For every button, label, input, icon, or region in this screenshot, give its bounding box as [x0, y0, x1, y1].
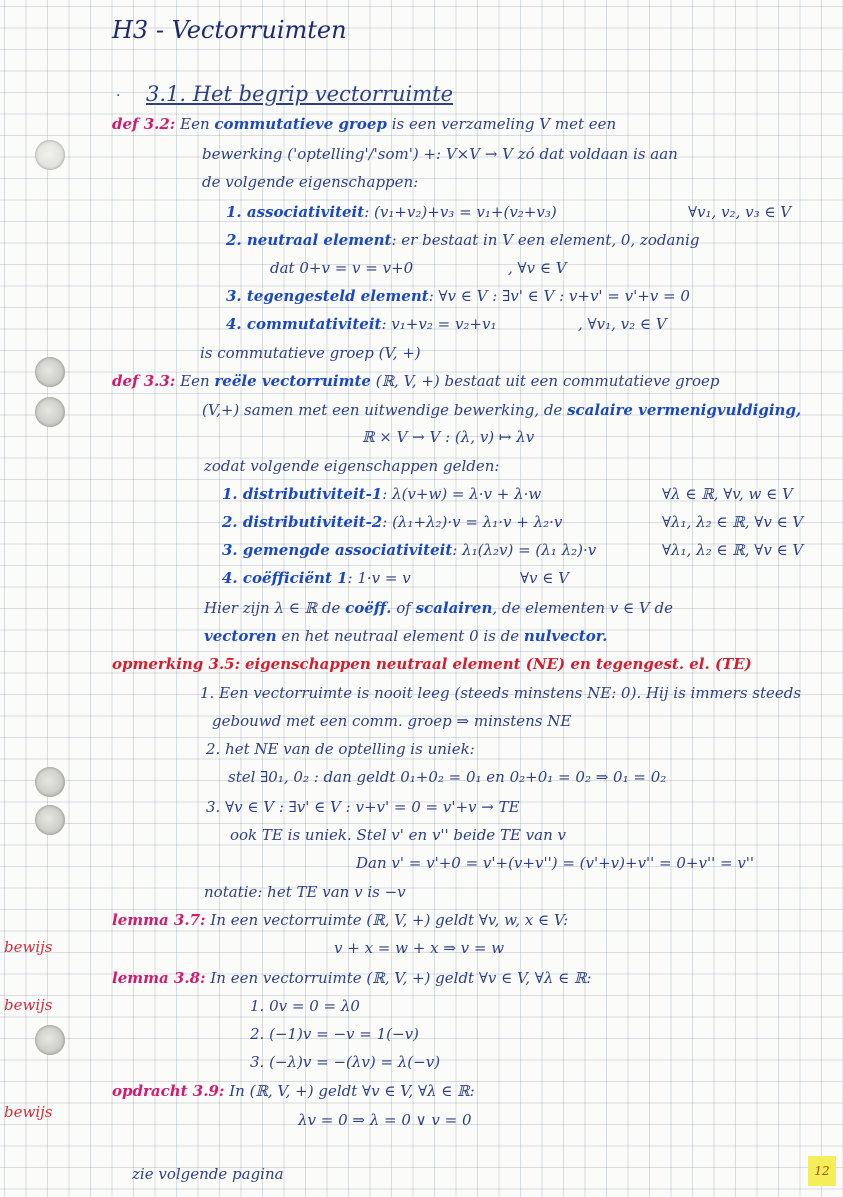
lemma-3-7-formula: v + x = w + x ⇒ v = w — [334, 939, 505, 957]
def-label: def 3.2: — [112, 115, 176, 133]
def-3-3-note-2: vectoren en het neutraal element 0 is de nulvector. — [204, 627, 608, 645]
page-number: 12 — [808, 1156, 836, 1186]
lemma-label: lemma 3.7: — [112, 911, 206, 929]
remark-3-5-heading: opmerking 3.5: eigenschappen neutraal element (NE) en tegengest. el. (TE) — [112, 655, 752, 673]
def-3-3-map: ℝ × V → V : (λ, v) ↦ λv — [362, 428, 535, 446]
def-3-3-prop-2-quantifier: ∀λ₁, λ₂ ∈ ℝ, ∀v ∈ V — [662, 513, 804, 531]
lemma-3-8-formula-3: 3. (−λ)v = −(λv) = λ(−v) — [250, 1053, 441, 1071]
task-3-9-formula: λv = 0 ⇒ λ = 0 ∨ v = 0 — [298, 1111, 472, 1129]
punch-hole — [35, 357, 65, 387]
margin-note-proof: bewijs — [4, 1103, 53, 1121]
punch-hole — [35, 805, 65, 835]
def-3-3-prop-2: 2. distributiviteit-2: (λ₁+λ₂)·v = λ₁·v + λ₂·v — [222, 513, 563, 531]
defined-term: commutatieve groep — [214, 115, 387, 133]
def-3-3-prop-4: 4. coëfficiënt 1: 1·v = v — [222, 569, 411, 587]
section-heading: 3.1. Het begrip vectorruimte — [146, 82, 454, 106]
def-3-2-prop-2b: dat 0+v = v = v+0 — [270, 259, 414, 277]
def-3-3-prop-1-quantifier: ∀λ ∈ ℝ, ∀v, w ∈ V — [662, 485, 793, 503]
def-3-3-prop-3: 3. gemengde associativiteit: λ₁(λ₂v) = (λ₁ λ₂)·v — [222, 541, 597, 559]
page-title: H3 - Vectorruimten — [112, 16, 347, 44]
def-3-2-line-3: de volgende eigenschappen: — [202, 173, 419, 191]
def-3-3-line-1: def 3.3: Een reële vectorruimte (ℝ, V, +) bestaat uit een commutatieve groep — [112, 372, 720, 390]
punch-hole — [35, 767, 65, 797]
remark-3-5-line-2: gebouwd met een comm. groep ⇒ minstens NE — [212, 712, 572, 730]
def-3-2-line-1: def 3.2: Een commutatieve groep is een verzameling V met een — [112, 115, 617, 133]
remark-3-5-line-3: 2. het NE van de optelling is uniek: — [206, 740, 475, 758]
def-3-2-prop-2-quantifier: , ∀v ∈ V — [508, 259, 567, 277]
remark-3-5-line-6: ook TE is uniek. Stel v' en v'' beide TE van v — [230, 826, 566, 844]
def-3-2-prop-4: 4. commutativiteit: v₁+v₂ = v₂+v₁ — [226, 315, 497, 333]
remark-3-5-line-4: stel ∃0₁, 0₂ : dan geldt 0₁+0₂ = 0₁ en 0₂+0₁ = 0₂ ⇒ 0₁ = 0₂ — [228, 768, 667, 786]
punch-hole — [35, 397, 65, 427]
remark-3-5-line-5: 3. ∀v ∈ V : ∃v' ∈ V : v+v' = 0 = v'+v → TE — [206, 798, 520, 816]
def-3-2-after: is commutatieve groep (V, +) — [200, 344, 421, 362]
def-3-2-prop-1: 1. associativiteit: (v₁+v₂)+v₃ = v₁+(v₂+v₃) — [226, 203, 557, 221]
punch-hole — [35, 1025, 65, 1055]
bullet: · — [116, 88, 121, 104]
def-3-2-line-2: bewerking ('optelling'/'som') +: V×V → V zó dat voldaan is aan — [202, 145, 678, 163]
def-3-3-prop-1: 1. distributiviteit-1: λ(v+w) = λ·v + λ·w — [222, 485, 542, 503]
def-3-2-prop-3: 3. tegengesteld element: ∀v ∈ V : ∃v' ∈ V : v+v' = v'+v = 0 — [226, 287, 690, 305]
remark-3-5-line-7: Dan v' = v'+0 = v'+(v+v'') = (v'+v)+v'' = 0+v'' = v'' — [356, 854, 755, 872]
lemma-label: lemma 3.8: — [112, 969, 206, 987]
lemma-3-8-formula-1: 1. 0v = 0 = λ0 — [250, 997, 360, 1015]
def-label: def 3.3: — [112, 372, 176, 390]
margin-note-proof: bewijs — [4, 938, 53, 956]
lemma-3-8: lemma 3.8: In een vectorruimte (ℝ, V, +) geldt ∀v ∈ V, ∀λ ∈ ℝ: — [112, 969, 592, 987]
def-3-3-prop-4-quantifier: ∀v ∈ V — [520, 569, 569, 587]
remark-3-5-line-8: notatie: het TE van v is −v — [204, 883, 406, 901]
def-3-3-prop-3-quantifier: ∀λ₁, λ₂ ∈ ℝ, ∀v ∈ V — [662, 541, 804, 559]
footer-note: zie volgende pagina — [132, 1165, 284, 1183]
def-3-3-line-4: zodat volgende eigenschappen gelden: — [204, 457, 500, 475]
def-3-3-line-2: (V,+) samen met een uitwendige bewerking, de scalaire vermenigvuldiging, — [202, 401, 802, 419]
remark-label: opmerking 3.5: — [112, 655, 241, 673]
task-3-9: opdracht 3.9: In (ℝ, V, +) geldt ∀v ∈ V, ∀λ ∈ ℝ: — [112, 1082, 475, 1100]
remark-3-5-line-1: 1. Een vectorruimte is nooit leeg (steeds minstens NE: 0). Hij is immers steeds — [200, 684, 802, 702]
def-3-3-note-1: Hier zijn λ ∈ ℝ de coëff. of scalairen, de elementen v ∈ V de — [204, 599, 673, 617]
margin-note-proof: bewijs — [4, 996, 53, 1014]
defined-term: reële vectorruimte — [214, 372, 371, 390]
def-3-2-prop-2: 2. neutraal element: er bestaat in V een element, 0, zodanig — [226, 231, 700, 249]
def-3-2-prop-1-quantifier: ∀v₁, v₂, v₃ ∈ V — [688, 203, 792, 221]
lemma-3-7: lemma 3.7: In een vectorruimte (ℝ, V, +) geldt ∀v, w, x ∈ V: — [112, 911, 569, 929]
punch-hole — [35, 140, 65, 170]
def-3-2-prop-4-quantifier: , ∀v₁, v₂ ∈ V — [578, 315, 667, 333]
lemma-3-8-formula-2: 2. (−1)v = −v = 1(−v) — [250, 1025, 419, 1043]
task-label: opdracht 3.9: — [112, 1082, 225, 1100]
